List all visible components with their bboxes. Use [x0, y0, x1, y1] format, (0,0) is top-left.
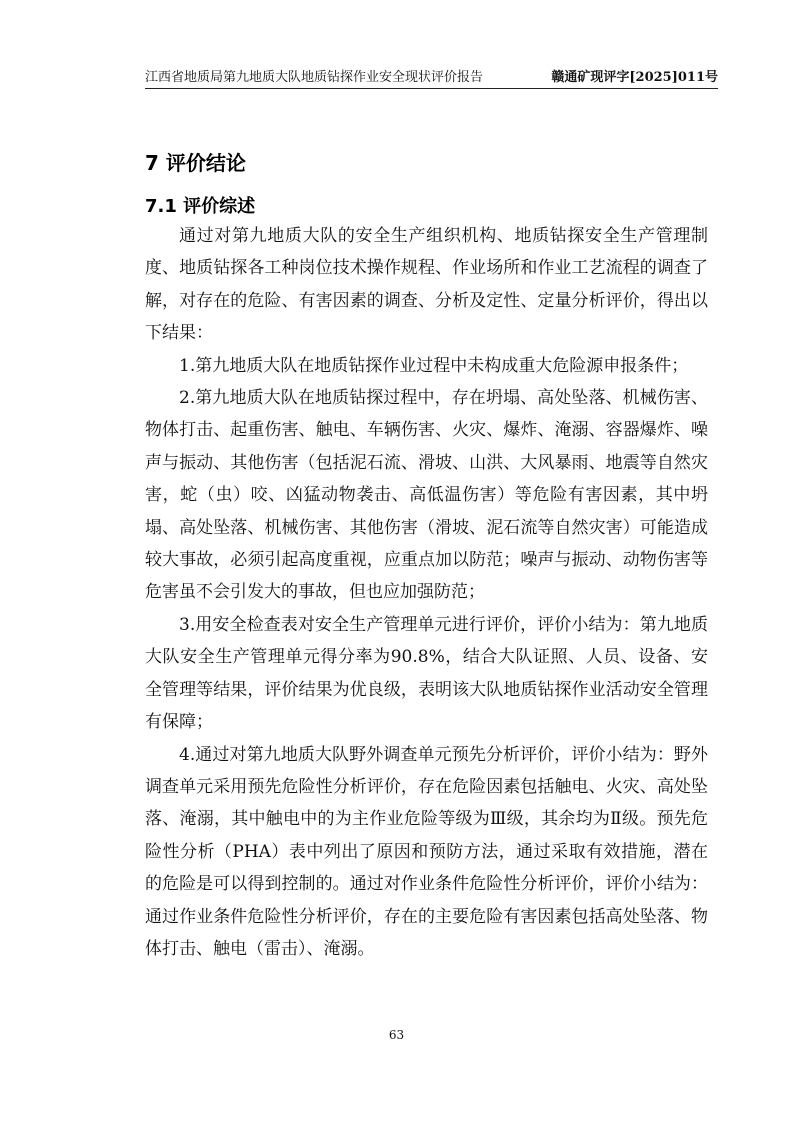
- page-header: [145, 66, 718, 88]
- paragraph-intro: 通过对第九地质大队的安全生产组织机构、地质钻探安全生产管理制度、地质钻探各工种岗位技术操作规程、作业场所和作业工艺流程的调查了解，对存在的危险、有害因素的调查、分析及定性、定量分析评价，得出以下结果：: [145, 226, 708, 344]
- body-text: [145, 220, 708, 965]
- paragraph-item-4: 4.通过对第九地质大队野外调查单元预先分析评价，评价小结为：野外调查单元采用预先危险性分析评价，存在危险因素包括触电、火灾、高处坠落、淹溺，其中触电中的为主作业危险等级为Ⅲ级，其余均为Ⅱ级。预先危险性分析（PHA）表中列出了原因和预防方法，通过采取有效措施，潜在的危险是可以得到控制的。通过对作业条件危险性分析评价，评价小结为：通过作业条件危险性分析评价，存在的主要危险有害因素包括高处坠落、物体打击、触电（雷击）、淹溺。: [145, 744, 708, 959]
- section-title: 7.1 评价综述: [145, 196, 256, 217]
- paragraph-item-3: 3.用安全检查表对安全生产管理单元进行评价，评价小结为：第九地质大队安全生产管理单元得分率为90.8%，结合大队证照、人员、设备、安全管理等结果，评价结果为优良级，表明该大队地质钻探作业活动安全管理有保障；: [145, 614, 708, 733]
- paragraph-item-1: 1.第九地质大队在地质钻探作业过程中未构成重大危险源申报条件；: [179, 355, 689, 376]
- header-report-title: 江西省地质局第九地质大队地质钻探作业安全现状评价报告: [145, 70, 484, 85]
- header-report-number: 赣通矿现评字[2025]011号: [551, 70, 718, 85]
- header-divider: [145, 88, 718, 89]
- page-number: 63: [388, 1028, 405, 1042]
- chapter-title: 7 评价结论: [145, 151, 246, 175]
- paragraph-item-2: 2.第九地质大队在地质钻探过程中，存在坍塌、高处坠落、机械伤害、物体打击、起重伤害、触电、车辆伤害、火灾、爆炸、淹溺、容器爆炸、噪声与振动、其他伤害（包括泥石流、滑坡、山洪、大风暴雨、地震等自然灾害，蛇（虫）咬、凶猛动物袭击、高低温伤害）等危险有害因素，其中坍塌、高处坠落、机械伤害、其他伤害（滑坡、泥石流等自然灾害）可能造成较大事故，必须引起高度重视，应重点加以防范；噪声与振动、动物伤害等危害虽不会引发大的事故，但也应加强防范；: [145, 388, 708, 603]
